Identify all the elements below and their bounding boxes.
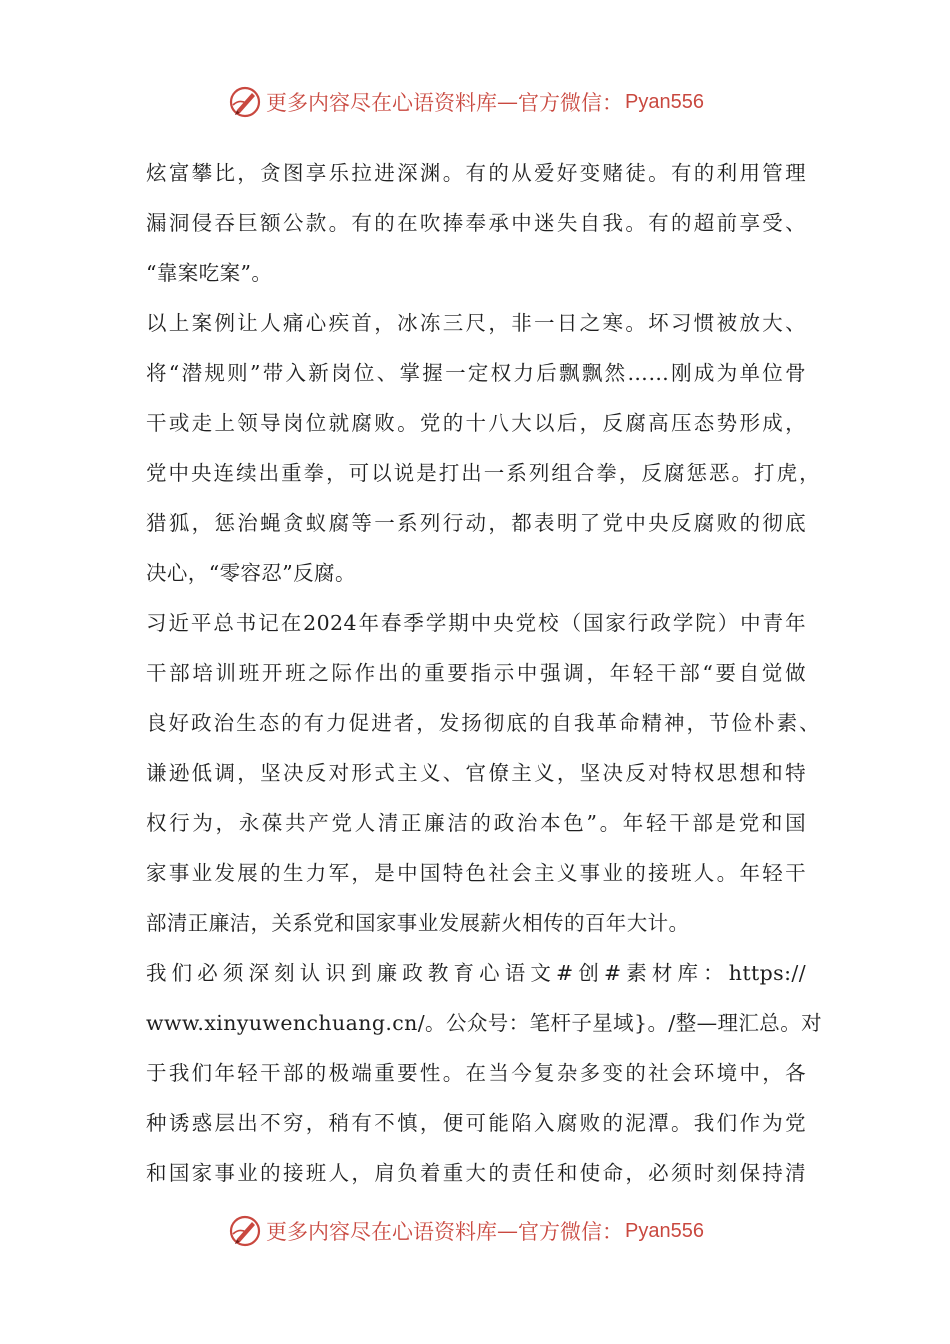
body-line: 习近平总书记在2024年春季学期中央党校（国家行政学院）中青年 (146, 611, 806, 635)
banner-account-label: 官方微信： (518, 91, 623, 115)
banner-text: 更多内容尽在心语资料库 (266, 91, 497, 115)
body-line: 将“潜规则”带入新岗位、掌握一定权力后飘飘然……刚成为单位骨 (146, 361, 806, 385)
body-line: 党中央连续出重拳，可以说是打出一系列组合拳，反腐惩恶。打虎， (146, 461, 820, 485)
body-line: “靠案吃案”。 (146, 261, 273, 285)
pen-logo-icon (228, 1214, 262, 1248)
banner-text: 更多内容尽在心语资料库 (266, 1220, 497, 1244)
body-line: www.xinyuwenchuang.cn/。公众号：笔杆子星域}。/整—理汇总。对 (146, 1011, 823, 1035)
header-watermark-banner (228, 82, 748, 122)
body-line: 谦逊低调，坚决反对形式主义、官僚主义，坚决反对特权思想和特 (146, 761, 806, 785)
body-line: 和国家事业的接班人，肩负着重大的责任和使命，必须时刻保持清 (146, 1161, 806, 1185)
body-line: 于我们年轻干部的极端重要性。在当今复杂多变的社会环境中，各 (146, 1061, 806, 1085)
body-line: 部清正廉洁，关系党和国家事业发展薪火相传的百年大计。 (146, 911, 690, 935)
body-line: 权行为，永葆共产党人清正廉洁的政治本色”。年轻干部是党和国 (146, 811, 806, 835)
body-line: 猎狐，惩治蝇贪蚁腐等一系列行动，都表明了党中央反腐败的彻底 (146, 511, 806, 535)
footer-watermark-banner (228, 1211, 748, 1251)
body-line: 决心，“零容忍”反腐。 (146, 561, 356, 585)
body-line: 炫富攀比，贪图享乐拉进深渊。有的从爱好变赌徒。有的利用管理 (146, 161, 806, 185)
banner-account-id: Pyan556 (625, 90, 704, 113)
body-line: 家事业发展的生力军，是中国特色社会主义事业的接班人。年轻干 (146, 861, 806, 885)
body-line: 干或走上领导岗位就腐败。党的十八大以后，反腐高压态势形成， (146, 411, 806, 435)
banner-separator: — (497, 90, 518, 114)
pen-logo-icon (228, 85, 262, 119)
body-line: 我们必须深刻认识到廉政教育心语文#创#素材库：https:// (146, 961, 806, 985)
body-line: 干部培训班开班之际作出的重要指示中强调，年轻干部“要自觉做 (146, 661, 806, 685)
body-line: 良好政治生态的有力促进者，发扬彻底的自我革命精神，节俭朴素、 (146, 711, 820, 735)
banner-account-id: Pyan556 (625, 1219, 704, 1242)
body-line: 漏洞侵吞巨额公款。有的在吹捧奉承中迷失自我。有的超前享受、 (146, 211, 806, 235)
banner-account-label: 官方微信： (518, 1220, 623, 1244)
banner-separator: — (497, 1219, 518, 1243)
body-line: 以上案例让人痛心疾首，冰冻三尺，非一日之寒。坏习惯被放大、 (146, 311, 806, 335)
body-line: 种诱惑层出不穷，稍有不慎，便可能陷入腐败的泥潭。我们作为党 (146, 1111, 806, 1135)
document-body (146, 148, 826, 1198)
